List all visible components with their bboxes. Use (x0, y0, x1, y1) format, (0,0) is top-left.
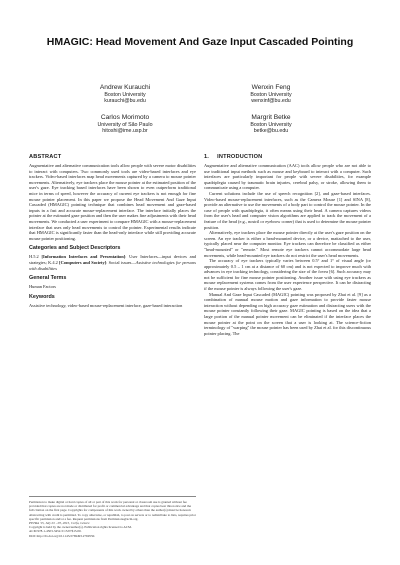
right-column (204, 154, 371, 336)
author-name: Margrit Betke (251, 114, 291, 121)
general-terms-text: Human Factors (29, 284, 56, 290)
keywords-heading: Keywords (29, 293, 55, 300)
intro-paragraph: Augmentative and alternative communication (AAC) tools allow people who are not able to use traditional input methods such as mouse and keyboard to interact with a computer. Such interfaces are particularly important for people with severe disabilities, for example quadriplegia caused by traumatic brain injuries, cerebral palsy, or stroke, allowing them to communicate using a computer. (204, 163, 371, 191)
categories-heading: Categories and Subject Descriptors (29, 245, 121, 252)
paper-title: HMAGIC: Head Movement And Gaze Input Cascaded Pointing (46, 36, 354, 48)
keywords-text: Assistive technology, video-based mouse-replacement interface, gaze-based interaction (29, 302, 183, 308)
author-name: Wenxin Feng (251, 84, 291, 91)
venue-line: PETRA '15, July 01 - 03, 2015, Corfu, Greece (29, 521, 90, 526)
author-affiliation: Boston University (104, 92, 146, 98)
intro-paragraph: Alternatively, eye trackers place the mouse pointer directly at the user's gaze position on the screen. An eye tracker is either a head-mounted device, or a device, mattached to the user, typically placed near the computer monitor. Eye trackers can therefore be classified as either "head-mounted" or "remote." Most remote eye trackers cannot accommodate large head movements, while head-mounted eye trackers do not restrict the user's head movements. (204, 230, 371, 258)
intro-paragraph: Current solutions include the use of speech recognition [2], and gaze-based interfaces. Video-based mouse-replacement interfaces, such as the Camera Mouse [1] and SINA [8], provide an alternative to use the movements of a body part to control the mouse pointer. In the case of people with quadriplegia, it often means using their head. A camera captures videos from the user's head and computer vision algorithms are applied to track the movement of a feature of the head (e.g., nostril or eyebrow corner) that is used to determine the mouse pointer position. (204, 190, 371, 230)
permission-notice: Permission to make digital or hard copies of all or part of this work for personal or classroom use is granted without fee provided that copies are not made or distributed for profit or commercial advantage and that copies bear this notice and the full citation on the first page. Copyrights for components of this work owned by others than the author(s) must be honored. Abstracting with credit is permitted. To copy otherwise, or republish, to post on servers or to redistribute to lists, requires prior specific permission and/or a fee. Request permissions from Permissions@acm.org. (29, 500, 196, 521)
author-email: wenxinf@bu.edu (251, 98, 291, 105)
author-block (50, 114, 200, 135)
isbn-line: ACM 978-1-4503-3452-5/15/07$15.00. (29, 529, 82, 534)
general-terms-heading: General Terms (29, 275, 67, 282)
categories-text: H.5.2 [Information Interfaces and Presentation]: User Interfaces—input devices and strategies; K.4.2 [Computers and Society]: Social issues—Assistive technologies for persons with disabilities (29, 254, 196, 271)
left-column (29, 154, 196, 308)
intro-paragraph: Manual And Gaze Input Cascaded (MAGIC) pointing was proposed by Zhai et al. [9] as a combination of manual mouse motion and gaze information to provide faster mouse interaction without depending on high accuracy gaze estimation and distracting users with the mouse pointer constantly following their gaze. MAGIC pointing is based on the idea that a large portion of the manual pointer movement can be eliminated if the interface places the mouse pointer at the point on the screen that a user is looking at. The science-fiction terminology of "warping" the mouse pointer has been used by Zhai et al. for this discontinuous pointer placing. The (204, 291, 371, 336)
author-block (50, 84, 200, 105)
copyright-line: Copyright is held by the owner/author(s). Publication rights licensed to ACM. (29, 525, 132, 530)
author-block (196, 114, 346, 135)
author-block (196, 84, 346, 105)
intro-paragraph: The accuracy of eye trackers typically varies between 0.5° and 1° of visual angle (or approximately 0.5 – 1 cm at a distance of 60 cm) and is not expected to improve much with advances in eye tracking technology, considering the size of the fovea [6]. Such accuracy may not be sufficient for fine mouse pointer positioning. Another issue with using eye trackers as mouse replacement systems comes from the user experience perspective. It can be distracting if the mouse pointer is always following the user's gaze. (204, 258, 371, 292)
author-name: Andrew Kurauchi (99, 84, 151, 91)
doi-line: DOI: http://dx.doi.org/10.1145/2769493.2769550. (29, 533, 96, 538)
author-affiliation: Boston University (250, 122, 292, 128)
introduction-heading: 1. INTRODUCTION (204, 154, 263, 160)
author-email: betke@bu.edu (253, 128, 289, 135)
author-affiliation: Boston University (250, 92, 292, 98)
author-name: Carlos Morimoto (100, 114, 150, 121)
abstract-heading: ABSTRACT (29, 154, 62, 160)
copyright-footnote (29, 496, 196, 538)
author-affiliation: University of São Paulo (97, 122, 153, 128)
author-email: hitoshi@ime.usp.br (102, 128, 148, 135)
abstract-text: Augmentative and alternative communication tools allow people with severe motor disabilities to interact with computers. Two commonly used tools are video-based interfaces and eye trackers. Video-based interfaces map head movements captured by a camera to mouse pointer movements. Alternatively, eye trackers place the mouse pointer at the estimated position of the user's gaze. Eye tracking based interfaces have been shown to even outperform traditional mice in terms of speed, however the accuracy of current eye trackers is not enough for fine mouse pointer placement. In this paper we propose the Head Movement And Gaze Input Cascaded (HMAGIC) pointing technique that combines head movement and gaze-based inputs in a fast and accurate mouse-replacement interface. The interface initially places the pointer at the estimated gaze position and then the user makes fine adjustments with their head movements. We conducted a user experiment to compare HMAGIC with a mouse-replacement interface that uses only head movements to control the pointer. Experimental results indicate that HMAGIC is significantly faster than the head-only interface while still providing accurate mouse pointer positioning. (29, 163, 196, 241)
author-email: kurauchi@bu.edu (104, 98, 146, 105)
